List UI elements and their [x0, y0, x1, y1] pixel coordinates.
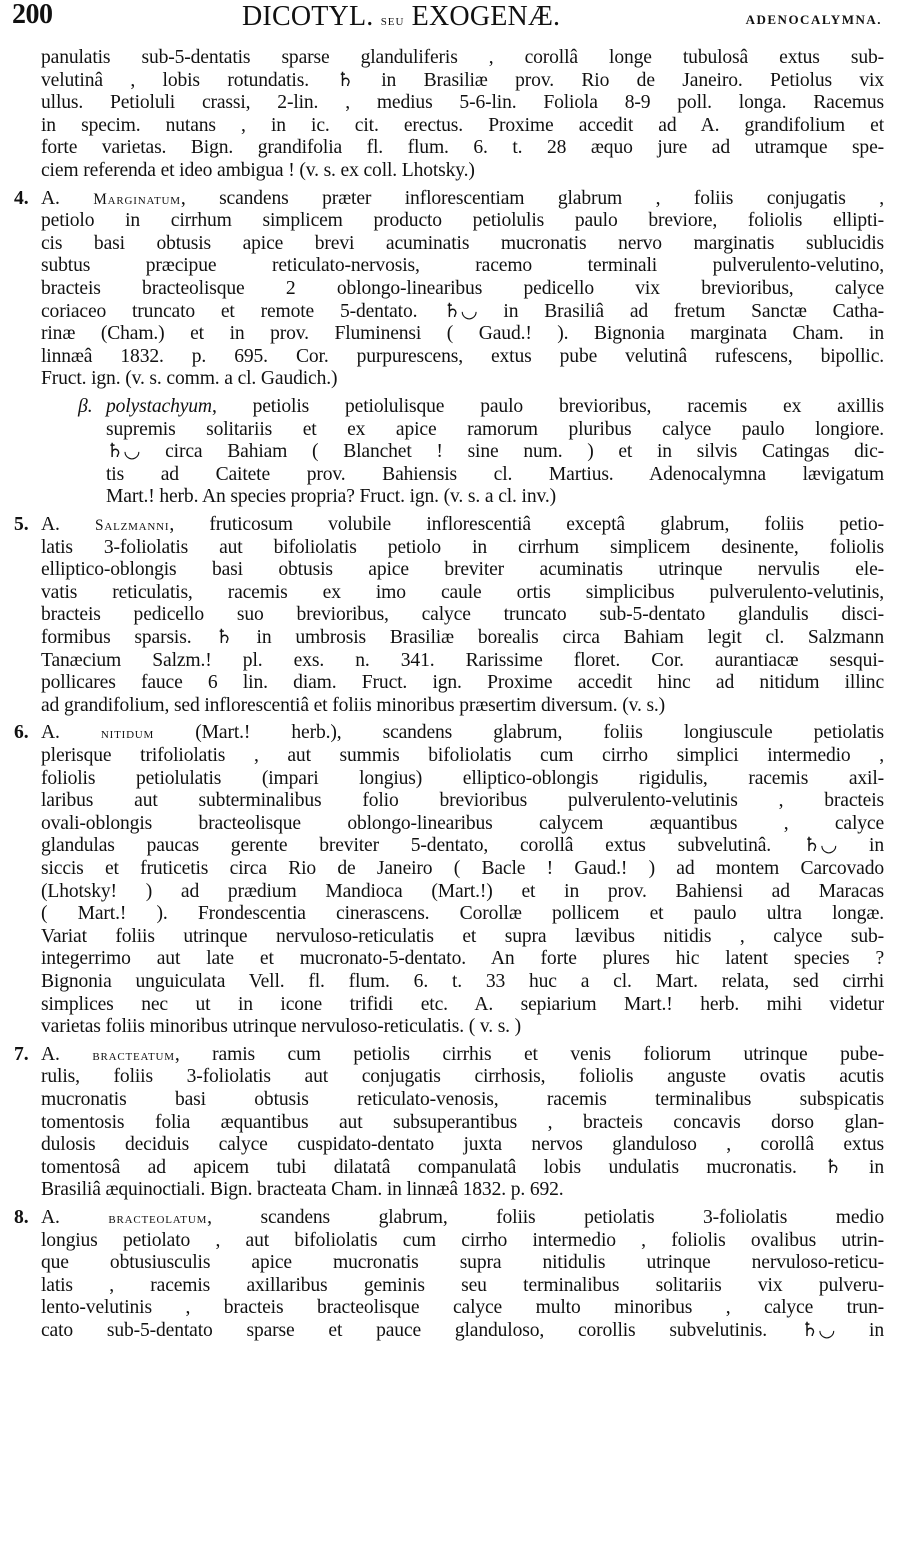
text-line: cis basi obtusis apice brevi acuminatis mucronatis nervo marginatis sublucidis	[41, 232, 884, 254]
text-line: ( Mart.! ). Frondescentia cinerascens. Corollæ pollicem et paulo ultra longæ.	[41, 903, 884, 925]
text-line: cato sub-5-dentato sparse et pauce glanduloso, corollis subvelutinis. ♄◡ in	[41, 1320, 884, 1341]
text-line-content: , ramis cum petiolis cirrhis et venis foliorum utrinque pube-	[174, 1043, 884, 1065]
species-name: A. Salzmanni	[41, 514, 170, 535]
text-line: supremis solitariis et ex apice ramorum pluribus calyce paulo longiore.	[106, 418, 884, 440]
text-line: mucronatis basi obtusis reticulato-venosis, racemis terminalibus subspicatis	[41, 1089, 884, 1110]
text-line: tis ad Caitete prov. Bahiensis cl. Martius. Adenocalymna lævigatum	[106, 463, 884, 485]
text-line: Brasiliâ æquinoctiali. Bign. bracteata Cham. in linnæâ 1832. p. 692.	[41, 1179, 564, 1201]
text-line: ad grandifolium, sed inflorescentiâ et foliis minoribus præsertim diversum. (v. s.)	[41, 694, 666, 716]
text-line: Variat foliis utrinque nervuloso-reticulatis et supra lævibus nitidis , calyce sub-	[41, 925, 884, 947]
text-line: tomentosâ ad apicem tubi dilatatâ companulatâ lobis undulatis mucronatis. ♄ in	[41, 1156, 884, 1178]
text-line	[41, 1044, 884, 1067]
text-line: linnæâ 1832. p. 695. Cor. purpurescens, extus pube velutinâ rufescens, bipollic.	[41, 345, 884, 367]
running-head-seu: seu	[380, 13, 405, 29]
text-line: velutinâ , lobis rotundatis. ♄ in Brasiliæ prov. Rio de Janeiro. Petiolus vix	[41, 69, 884, 91]
species-name: A. bracteolatum	[41, 1207, 208, 1228]
species-name: A. nitidum	[41, 722, 155, 744]
text-line: bracteis pedicello suo brevioribus, calyce truncato sub-5-dentato glandulis disci-	[41, 604, 884, 626]
text-line: vatis reticulatis, racemis ex imo caule ortis simplicibus pulverulento-velutinis,	[41, 581, 884, 603]
text-line: coriaceo truncato et remote 5-dentato. ♄◡ in Brasiliâ ad fretum Sanctæ Catha-	[41, 300, 884, 322]
species-number: 5.	[14, 514, 29, 535]
text-line: siccis et fruticetis circa Rio de Janeiro ( Bacle ! Gaud.! ) ad montem Carcovado	[41, 858, 884, 879]
genus-heading: ADENOCALYMNA.	[745, 12, 882, 27]
page-number: 200	[12, 0, 53, 30]
text-line: Mart.! herb. An species propria? Fruct. ign. (v. s. a cl. inv.)	[106, 486, 556, 508]
text-line: varietas foliis minoribus utrinque nervuloso-reticulatis. ( v. s. )	[41, 1016, 522, 1038]
text-line: rinæ (Cham.) et in prov. Fluminensi ( Gaud.! ). Bignonia marginata Cham. in	[41, 323, 884, 345]
text-line: panulatis sub-5-dentatis sparse glanduliferis , corollâ longe tubulosâ extus sub-	[41, 47, 884, 68]
text-line: in specim. nutans , in ic. cit. erectus. Proxime accedit ad A. grandifolium et	[41, 114, 884, 136]
text-line	[41, 188, 884, 211]
species-number: 8.	[14, 1207, 29, 1228]
text-line: petiolo in cirrhum simplicem producto petiolulis paulo breviore, foliolis ellipti-	[41, 210, 884, 232]
text-line-content: , scandens glabrum, foliis petiolatis 3-foliolatis medio	[207, 1207, 884, 1228]
text-line	[41, 1207, 884, 1230]
text-line: ovali-oblongis bracteolisque oblongo-linearibus calycem æquantibus , calyce	[41, 812, 884, 834]
text-line: que obtusiusculis apice mucronatis supra nitidulis utrinque nervuloso-reticu-	[41, 1252, 884, 1274]
text-line: Tanæcium Salzm.! pl. exs. n. 341. Rarissime floret. Cor. aurantiacæ sesqui-	[41, 649, 884, 671]
text-line: rulis, foliis 3-foliolatis aut conjugatis cirrhosis, foliolis anguste ovatis acutis	[41, 1066, 884, 1088]
running-head	[242, 1, 560, 33]
text-line	[106, 396, 884, 418]
species-number: 4.	[14, 187, 29, 209]
variety-marker: β.	[78, 396, 93, 417]
running-header	[0, 0, 900, 40]
text-line: elliptico-oblongis basi obtusis apice breviter acuminatis utrinque nervulis ele-	[41, 559, 884, 581]
text-line: lento-velutinis , bracteis bracteolisque calyce multo minoribus , calyce trun-	[41, 1297, 884, 1319]
running-head-exogenae: EXOGENÆ.	[411, 1, 561, 32]
text-line: simplices nec ut in icone trifidi etc. A. sepiarium Mart.! herb. mihi videtur	[41, 993, 884, 1015]
species-name: A. Marginatum	[41, 187, 181, 209]
text-line: foliolis petiolulatis (impari longius) elliptico-oblongis rigidulis, racemis axil-	[41, 767, 884, 789]
text-line: (Lhotsky! ) ad prædium Mandioca (Mart.!) et in prov. Bahiensi ad Maracas	[41, 880, 884, 902]
species-name: A. bracteatum	[41, 1043, 175, 1065]
text-line: plerisque trifoliolatis , aut summis bifoliolatis cum cirrho simplici intermedio ,	[41, 745, 884, 766]
text-line: dulosis deciduis calyce cuspidato-dentato juxta nervos glanduloso , corollâ extus	[41, 1134, 884, 1156]
text-line: ciem referenda et ideo ambigua ! (v. s. ex coll. Lhotsky.)	[41, 160, 475, 181]
text-line: bracteis bracteolisque 2 oblongo-linearibus pedicello vix brevioribus, calyce	[41, 278, 884, 299]
text-line: ullus. Petioluli crassi, 2-lin. , medius 5-6-lin. Foliola 8-9 poll. longa. Racemus	[41, 92, 884, 114]
text-line-content: (Mart.! herb.), scandens glabrum, foliis longiuscule petiolatis	[154, 722, 884, 744]
species-number: 7.	[14, 1043, 29, 1065]
text-line: subtus præcipue reticulato-nervosis, racemo terminali pulverulento-velutino,	[41, 255, 884, 277]
text-line: Fruct. ign. (v. s. comm. a cl. Gaudich.)	[41, 368, 338, 390]
text-line: glandulas paucas gerente breviter 5-dentato, corollâ extus subvelutinâ. ♄◡ in	[41, 835, 884, 857]
text-line-content: , petiolis petiolulisque paulo brevioribus, racemis ex axillis	[211, 396, 884, 417]
text-line-content: , fruticosum volubile inflorescentiâ exceptâ glabrum, foliis petio-	[169, 514, 884, 535]
text-line: ♄◡ circa Bahiam ( Blanchet ! sine num. ) et in silvis Catingas dic-	[106, 441, 884, 463]
text-line	[41, 514, 884, 537]
text-line	[41, 722, 884, 745]
text-line: latis 3-foliolatis aut bifoliolatis petiolo in cirrhum simplicem desinente, foliolis	[41, 536, 884, 558]
text-line-content: , scandens præter inflorescentiam glabrum , foliis conjugatis ,	[180, 187, 884, 209]
text-line: laribus aut subterminalibus folio brevioribus pulverulento-velutinis , bracteis	[41, 790, 884, 812]
text-line: tomentosis folia æquantibus aut subsuperantibus , bracteis concavis dorso glan-	[41, 1111, 884, 1133]
species-number: 6.	[14, 722, 29, 744]
text-line: Bignonia unguiculata Vell. fl. flum. 6. t. 33 huc a cl. Mart. relata, sed cirrhi	[41, 971, 884, 992]
text-line: formibus sparsis. ♄ in umbrosis Brasiliæ borealis circa Bahiam legit cl. Salzmann	[41, 627, 884, 648]
text-line: forte varietas. Bign. grandifolia fl. flum. 6. t. 28 æquo jure ad utramque spe-	[41, 137, 884, 159]
text-line: integerrimo aut late et mucronato-5-dentato. An forte plures hic latent species ?	[41, 948, 884, 970]
text-line: pollicares fauce 6 lin. diam. Fruct. ign. Proxime accedit hinc ad nitidum illinc	[41, 672, 884, 694]
variety-name: polystachyum	[106, 396, 212, 417]
running-head-dicotyl: DICOTYL.	[242, 1, 374, 32]
text-line: latis , racemis axillaribus geminis seu terminalibus solitariis vix pulveru-	[41, 1274, 884, 1296]
text-line: longius petiolato , aut bifoliolatis cum cirrho intermedio , foliolis ovalibus utrin-	[41, 1229, 884, 1251]
